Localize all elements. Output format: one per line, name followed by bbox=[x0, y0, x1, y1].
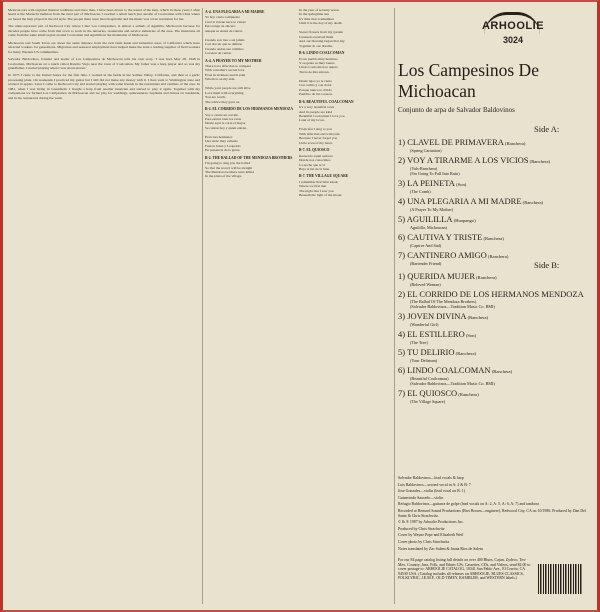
track-genre: (Ranchera) bbox=[457, 392, 479, 397]
notes-paragraph: In 1973 I came to the United States for the first time. I worked in the fields in the Salinas Valley, California, and then at a garlic processing plant. On weekends I practiced my guitar but I still did not make any money with it. I then went to Washington state and worked in apples. Later I came to Redwood City and started playing with some friends in the restaurants and cantinas of the area. In 1981, when I was living in Greenfield, I bought a harp from another musician and started to play it again. Together with my companions we formed Los Campesinos de Michoacan and we play for weddings, quinceaneras, baptisms and dances on weekends, and in the restaurants during the week. bbox=[8, 73, 200, 100]
track-credit: (Beautiful Coalcoman) bbox=[410, 376, 449, 381]
lyric-line: In the year of seventy seven bbox=[299, 8, 339, 12]
credits bbox=[398, 476, 586, 553]
track-title bbox=[398, 330, 590, 340]
track-title bbox=[398, 366, 590, 376]
lyric-line: Eran tres hermanos bbox=[205, 134, 233, 139]
track-number: 5) bbox=[398, 347, 408, 357]
track-name: UNA PLEGARIA A MI MADRE bbox=[407, 196, 522, 206]
credit-line: © & ® 1987 by Arhoolie Productions Inc. bbox=[398, 520, 464, 525]
lyric-line: I remember that little kiosk bbox=[299, 179, 338, 184]
track-item bbox=[398, 366, 590, 386]
lyric-line: Con dos un que se dalinas bbox=[205, 42, 242, 47]
track-credit: (Vals-Ranchera) bbox=[410, 166, 438, 171]
track-number: 1) bbox=[398, 271, 408, 281]
lyric-line: Little town of my heart. bbox=[299, 140, 333, 145]
track-name: CANTINERO AMIGO bbox=[407, 250, 487, 260]
lyric-line: It's time that I remember bbox=[299, 16, 334, 21]
lyric-title: B-2. EL CORRIDO DE LOS HERMANOS MENDOZA bbox=[205, 107, 293, 112]
lyric-line: Cuando son tres o así jamás bbox=[205, 37, 245, 42]
lyric-line: Sweet flowers from my garden bbox=[299, 30, 343, 35]
label-name: ARHOOLIE bbox=[481, 20, 545, 32]
track-genre: (Ranchera) bbox=[503, 141, 526, 146]
track-name: EL CORRIDO DE LOS HERMANOS MENDOZA bbox=[407, 289, 584, 299]
side-a-tracklist bbox=[398, 138, 590, 269]
credit-line: Salvador Baldovinos—lead vocals & harp bbox=[398, 476, 464, 480]
credit-line: Luis Baldovinos—second vocal in A: 2 & B: 7 bbox=[398, 482, 471, 487]
lyric-line: With affection and with pain bbox=[299, 131, 340, 136]
track-item bbox=[398, 138, 590, 153]
lyric-line: With a mother's sacred love bbox=[205, 68, 245, 73]
lyric-line: Voy a cantar un corrido bbox=[205, 112, 239, 117]
lyric-line: And its people are kind bbox=[299, 109, 333, 114]
lyric-line: So that the record will be straight bbox=[205, 165, 253, 170]
lyric-line: Pero tengo su sincero bbox=[205, 24, 236, 29]
track-panel bbox=[398, 8, 590, 604]
lyric-title: B-2. THE BALLAD OF THE MENDOZA BROTHERS bbox=[205, 155, 293, 160]
credit-line: Cover photo by Chris Strachwitz bbox=[398, 539, 450, 544]
lyric-title: B-6. LINDO COALCOMAN bbox=[299, 51, 345, 56]
lyric-line: Es un pueblo muy hermoso bbox=[299, 56, 338, 61]
track-title bbox=[398, 251, 590, 261]
lyric-line: Even in sickness and in pain bbox=[205, 72, 246, 77]
track-item bbox=[398, 233, 590, 248]
track-name: JOVEN DIVINA bbox=[407, 311, 467, 321]
barcode bbox=[538, 564, 582, 594]
track-credit: (The Comb) bbox=[410, 189, 431, 194]
track-item bbox=[398, 312, 590, 327]
track-number: 3) bbox=[398, 178, 408, 188]
notes-paragraph: Mexican ears with regional musical traditions and since then, I have been drawn to the sound of the harp, which in those years I often heard at the Mariachi tradition from the rural part of Michoacan. I reached a small ranch just outside of Coalcoman with Chris where we heard the harp played in the old style. The people there were most hospitable and the music was a true revelation for me. bbox=[8, 8, 200, 21]
track-title bbox=[398, 290, 590, 299]
album-subtitle: Conjunto de arpa de Salvador Baldovinos bbox=[398, 106, 515, 114]
track-genre: (Son) bbox=[454, 182, 467, 187]
lyric-stanza bbox=[205, 113, 296, 153]
track-credit: (Spring Carnation) bbox=[410, 148, 442, 153]
column-divider bbox=[394, 8, 395, 604]
lyric-title: A-4. UNA PLEGARIA A MI MADRE bbox=[205, 10, 265, 14]
lyric-line: En presencia de la gente. bbox=[205, 148, 241, 153]
catalog-text: For our 84 page catalog listing full details on over 400 Blues, Cajun, Zydeco, Tex-Mex, Country, Jazz, Folk, and Ethnic LPs, Cassettes, CDs, and Videos, send $2.00 to cover postage to: ARHOOLIE CATALOG, 10341 San Pablo Ave., El Cerrito, CA 94530 USA. (Catalog includes all releases on ARHOOLIE, BLUES CLASSICS, FOLKLYRIC, J.E.M.F., OLD TIMEY, RAMBLER, and WESTERN labels.) bbox=[398, 558, 531, 581]
credit-line: Notes translated by Zac Salem & Juana Rios de Salem bbox=[398, 546, 483, 551]
album-title: Los Campesinos De Michoacan bbox=[398, 60, 539, 101]
track-credit: (Your Delirium) bbox=[410, 358, 438, 363]
track-credit: (A Prayer To My Mother) bbox=[410, 207, 454, 212]
track-genre: (Ranchera) bbox=[482, 236, 504, 241]
track-credit: (Salvador Baldovinos—Tradition Music Co. BMI) bbox=[410, 381, 495, 386]
track-number: 5) bbox=[398, 214, 407, 224]
lyric-line: Para estuve bien los raras bbox=[205, 116, 242, 121]
lyric-line: And our blessing began that day bbox=[299, 39, 345, 44]
side-a-heading: Side A: bbox=[534, 124, 560, 134]
lyric-line: Recuerdo aquel quiosco bbox=[299, 153, 334, 158]
track-genre: (Ranchera) bbox=[466, 315, 489, 320]
track-credit: (Beloved Woman) bbox=[410, 282, 441, 287]
lyric-line: Se cantan hoy y quien entran. bbox=[205, 125, 247, 130]
lyric-line: Donde nos conocimos bbox=[299, 158, 331, 163]
lyric-line: Desde aquí te corte el mayor bbox=[205, 121, 246, 126]
track-title bbox=[398, 215, 590, 225]
track-number: 4) bbox=[398, 196, 408, 206]
lyric-line: Corazon de cantar. bbox=[205, 51, 232, 56]
track-title bbox=[398, 179, 590, 189]
notes-paragraph: The unincorporated part of Redwood City where I met Los Campesinos, is almost a suburb of Aguililla, Michoacan because for decades people have come from that town to work in the nurseries, restaurants and service industries of the area. The musicians all come from the same small region around Coalcoman and Aguililla in the mountains of Michoacan. bbox=[8, 24, 200, 38]
track-title bbox=[398, 312, 590, 322]
track-name: AGUILILLA bbox=[406, 214, 453, 224]
lyric-stanza bbox=[205, 161, 296, 179]
track-credit: (Wonderful Girl) bbox=[410, 322, 439, 327]
credit-line: Guinecindo Saucedo—violin bbox=[398, 495, 444, 500]
track-credit: Aguililla, Michoacan) bbox=[410, 225, 447, 230]
track-title bbox=[398, 197, 590, 207]
lyric-line: Tierra de mis amores. bbox=[299, 69, 330, 74]
track-name: EL QUIOSCO bbox=[407, 388, 458, 398]
track-credit: (The Ballad Of The Mendoza Brothers) bbox=[410, 299, 477, 304]
track-title bbox=[398, 272, 590, 282]
lyric-stanza bbox=[299, 105, 391, 145]
track-title bbox=[398, 348, 590, 358]
lyric-stanza bbox=[299, 57, 391, 97]
lyric-line: Cuando andan sus caminos bbox=[205, 46, 244, 51]
track-genre: (Ranchera) bbox=[486, 254, 509, 259]
lyric-line: Consuelo received them bbox=[299, 34, 334, 39]
track-name: TU DELIRIO bbox=[407, 347, 455, 357]
track-number: 4) bbox=[398, 329, 408, 339]
lyric-line: In the plaza of the village. bbox=[205, 174, 243, 179]
lyric-line: I'm going to sing you the ballad bbox=[205, 161, 250, 166]
track-number: 2) bbox=[398, 155, 408, 165]
lyric-title: B-7. THE VILLAGE SQUARE bbox=[299, 174, 349, 179]
lyric-line: There is no affection to compare bbox=[205, 63, 252, 68]
lyric-line: Porque nunca te olvido bbox=[299, 87, 332, 92]
track-genre: (Ranchera) bbox=[521, 200, 544, 205]
lyric-line: Whom is on my side. bbox=[205, 77, 236, 82]
track-genre: (Ranchera) bbox=[475, 275, 497, 280]
track-credit: (The Village Square) bbox=[410, 399, 446, 404]
lyric-line: Una tarde muy caliente bbox=[205, 139, 238, 144]
lyric-line: Because I never forget you bbox=[299, 136, 338, 141]
track-item bbox=[398, 197, 590, 212]
track-credit: (Salvador Baldovinos—Tradition Music Co. BMI) bbox=[410, 304, 495, 309]
track-name: LA PEINETA bbox=[407, 178, 455, 188]
column-divider bbox=[202, 8, 203, 604]
lyric-line: In the springtime sun bbox=[299, 12, 330, 17]
lyric-line: La noche que te vi bbox=[299, 162, 326, 167]
track-name: EL ESTILLERO bbox=[407, 329, 465, 339]
lyric-stanza bbox=[205, 15, 296, 55]
lyric-line: You are worth. bbox=[205, 95, 227, 100]
track-item bbox=[398, 330, 590, 345]
lyric-line: Together in our dreams. bbox=[299, 43, 333, 48]
track-credit: (I'm Going To Fall Into Ruin) bbox=[410, 171, 460, 176]
track-item bbox=[398, 348, 590, 363]
credit-line: Recorded at Bernard Sound Productions (Bret Brown—engineer), Redwood City, CA on 10/1986. Produced by Dan Del Santo & Chris Strachwitz. bbox=[398, 508, 586, 518]
credit-line: Cover by Wayne Pope and Elizabeth Weil bbox=[398, 533, 464, 538]
track-title bbox=[398, 156, 590, 166]
arhoolie-logo bbox=[478, 8, 548, 48]
track-number: 7) bbox=[398, 388, 408, 398]
lyric-line: Land of my loves. bbox=[299, 118, 325, 123]
lyric-line: Beneath the light of the moon. bbox=[299, 193, 343, 198]
track-item bbox=[398, 215, 590, 230]
lyric-line: Y su gente es muy buena bbox=[299, 60, 335, 65]
lyrics-column-left bbox=[205, 8, 296, 604]
lyric-title: B-6. BEAUTIFUL COALCOMAN bbox=[299, 99, 354, 104]
track-name: QUERIDA MUJER bbox=[407, 271, 475, 281]
side-b-tracklist bbox=[398, 272, 590, 407]
track-title bbox=[398, 233, 590, 243]
lyric-stanza bbox=[205, 64, 296, 104]
track-name: LINDO COALCOMAN bbox=[407, 365, 491, 375]
track-title bbox=[398, 389, 590, 399]
credit-line: Refugio Baldovinos—guitarra de golpe (lead vocals on A: 2, A: 5, A: 6, A: 7) and tambora bbox=[398, 502, 539, 507]
lyric-line: Cual si aviene nece te vienes bbox=[205, 19, 246, 24]
lyric-line: Desde lejos yo te canto bbox=[299, 78, 332, 83]
lyric-line: It's a very beautiful town bbox=[299, 105, 335, 110]
lyric-line: Until it is the day of my death. bbox=[299, 21, 343, 26]
track-number: 7) bbox=[398, 250, 408, 260]
lyric-line: Yo hoy canto compuesto bbox=[205, 15, 241, 20]
track-genre: (Ranchera) bbox=[454, 351, 477, 356]
lyric-line: Fueron Jesus y Leopoldo bbox=[205, 143, 241, 148]
liner-notes bbox=[8, 8, 200, 604]
lyric-line: Bajo la luz de la luna. bbox=[299, 166, 330, 171]
credit-line: Produced by Chris Strachwitz bbox=[398, 526, 445, 531]
track-genre: (Huapango) bbox=[452, 218, 476, 223]
track-item bbox=[398, 272, 590, 287]
track-title bbox=[398, 138, 590, 148]
track-number: 6) bbox=[398, 365, 408, 375]
track-item bbox=[398, 251, 590, 266]
lyric-line: Love them with everything bbox=[205, 90, 244, 95]
track-item bbox=[398, 389, 590, 404]
track-credit: (The Tree) bbox=[410, 340, 428, 345]
track-name: VOY A TIRARME A LOS VICIOS bbox=[407, 155, 529, 165]
track-number: 6) bbox=[398, 232, 408, 242]
track-item bbox=[398, 156, 590, 176]
track-item bbox=[398, 290, 590, 309]
lyric-line: From afar I sing to you bbox=[299, 127, 332, 132]
lyric-line: The Mendoza brothers were killed bbox=[205, 169, 254, 174]
track-genre: (Ranchera) bbox=[528, 159, 551, 164]
lyric-line: Lindo Coalcoman te quiero bbox=[299, 65, 338, 70]
lyric-title: B-7. EL QUIOSCO bbox=[299, 148, 330, 153]
lyric-stanza bbox=[299, 180, 391, 198]
lyric-line: Where we first met bbox=[299, 184, 327, 189]
track-name: CAUTIVA Y TRISTE bbox=[407, 232, 483, 242]
notes-paragraph: Michoacan and South Texas are about the same distance from the rich farm lands and industrial areas of California which have attracted workers for generations. Migration and seasonal employment have helped make the state a leading supplier of field workers for many Western US communities. bbox=[8, 40, 200, 54]
track-number: 2) bbox=[398, 289, 408, 299]
side-b-heading: Side B: bbox=[534, 260, 560, 270]
lyric-stanza bbox=[299, 8, 391, 48]
track-number: 1) bbox=[398, 137, 408, 147]
lyric-line: The advice they gave us. bbox=[205, 99, 241, 104]
lyric-line: Con cariño y con dolor bbox=[299, 83, 332, 88]
lyric-stanza bbox=[299, 154, 391, 172]
lyric-line: Pueblito de mi corazon. bbox=[299, 92, 333, 97]
track-credit: (Bartender Friend) bbox=[410, 261, 442, 266]
track-name: CLAVEL DE PRIMAVERA bbox=[407, 137, 504, 147]
catalog-number: 3024 bbox=[502, 35, 524, 45]
notes-paragraph: Salvador Baldovinos, founder and leader of Los Campesinos de Michoacan tells his own story. 'I was born May 28, 1948 in Coalcoman, Michoacan on a ranch called Rancho Viejo near the town of Coalcoman. My father was a harp player and so was my grandfather. I started playing when I was about eleven.' bbox=[8, 57, 200, 70]
track-number: 3) bbox=[398, 311, 408, 321]
lyric-line: While your people are still alive bbox=[205, 86, 251, 91]
track-credit: (Captive And Sad) bbox=[410, 243, 442, 248]
lyric-line: The night that I saw you bbox=[299, 188, 334, 193]
track-genre: (Son) bbox=[464, 333, 477, 338]
lyric-line: Beautiful Coalcoman I love you bbox=[299, 113, 345, 118]
track-item bbox=[398, 179, 590, 194]
lyric-title: A-4. A PRAYER TO MY MOTHER bbox=[205, 58, 262, 63]
lyrics-column-right bbox=[299, 8, 391, 604]
lyric-line: aunque se sienta de cantar. bbox=[205, 28, 243, 33]
credit-line: Jose Gonzales—violin (lead vocal on B: 1) bbox=[398, 489, 465, 494]
track-genre: (Ranchera) bbox=[490, 369, 513, 374]
